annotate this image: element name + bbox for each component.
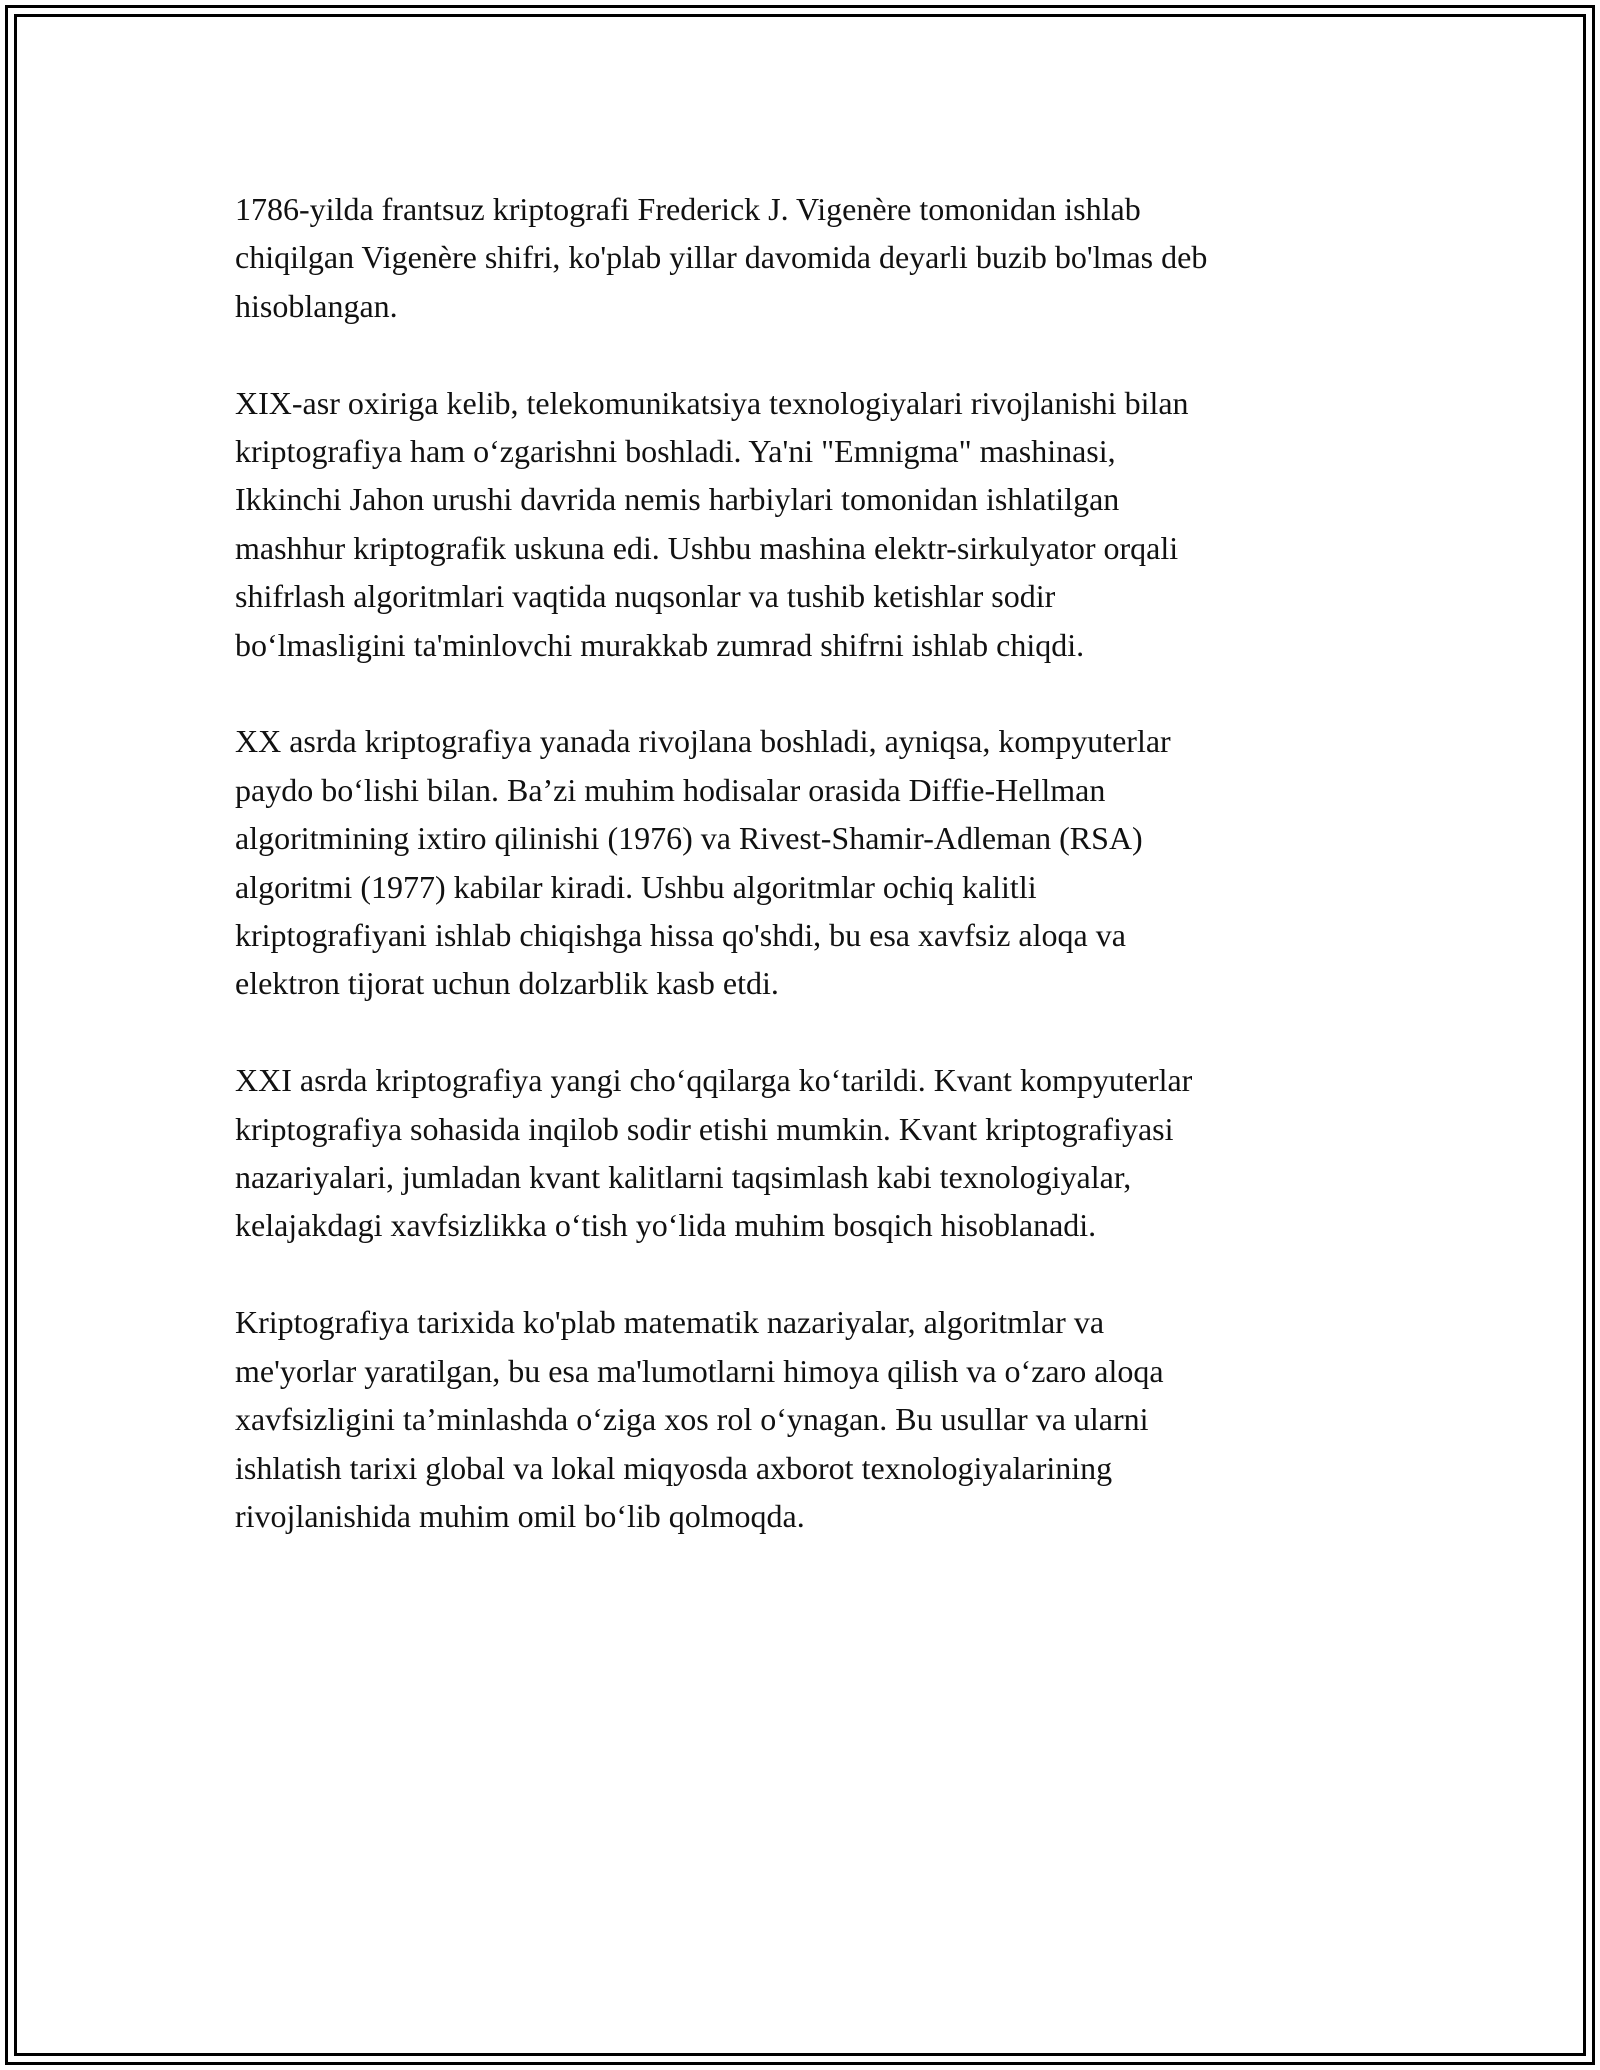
document-body [235,185,1385,1589]
paragraph-vigenere: 1786-yilda frantsuz kriptografi Frederick J. Vigenère tomonidan ishlab chiqilgan Vigenère shifri, ko'plab yillar davomida deyarli buzib bo'lmas deb hisoblangan. [235,191,1208,324]
paragraph-enigma: XIX-asr oxiriga kelib, telekomunikatsiya texnologiyalari rivojlanishi bilan kriptografiya ham o‘zgarishni boshladi. Ya'ni "Emnigma" mashinasi, Ikkinchi Jahon urushi davrida nemis harbiylari tomonidan ishlatilgan mashhur kriptografik uskuna edi. Ushbu mashina elektr-sirkulyator orqali shifrlash algoritmlari vaqtida nuqsonlar va tushib ketishlar sodir bo‘lmasligini ta'minlovchi murakkab zumrad shifrni ishlab chiqdi. [235,384,1189,663]
paragraph-conclusion: Kriptografiya tarixida ko'plab matematik nazariyalar, algoritmlar va me'yorlar yaratilgan, bu esa ma'lumotlarni himoya qilish va o‘zaro aloqa xavfsizligini ta’minlashda o‘ziga xos rol o‘ynagan. Bu usullar va ularni ishlatish tarixi global va lokal miqyosda axborot texnologiyalarining rivojlanishida muhim omil bo‘lib qolmoqda. [235,1304,1164,1534]
paragraph-20th-century: XX asrda kriptografiya yanada rivojlana boshladi, ayniqsa, kompyuterlar paydo bo‘lishi bilan. Ba’zi muhim hodisalar orasida Diffie-Hellman algoritmining ixtiro qilinishi (1976) va Rivest-Shamir-Adleman (RSA) algoritmi (1977) kabilar kiradi. Ushbu algoritmlar ochiq kalitli kriptografiyani ishlab chiqishga hissa qo'shdi, bu esa xavfsiz aloqa va elektron tijorat uchun dolzarblik kasb etdi. [235,723,1171,1002]
paragraph-21st-century: XXI asrda kriptografiya yangi cho‘qqilarga ko‘tarildi. Kvant kompyuterlar kriptografiya sohasida inqilob sodir etishi mumkin. Kvant kriptografiyasi nazariyalari, jumladan kvant kalitlarni taqsimlash kabi texnologiyalar, kelajakdagi xavfsizlikka o‘tish yo‘lida muhim bosqich hisoblanadi. [235,1062,1193,1244]
